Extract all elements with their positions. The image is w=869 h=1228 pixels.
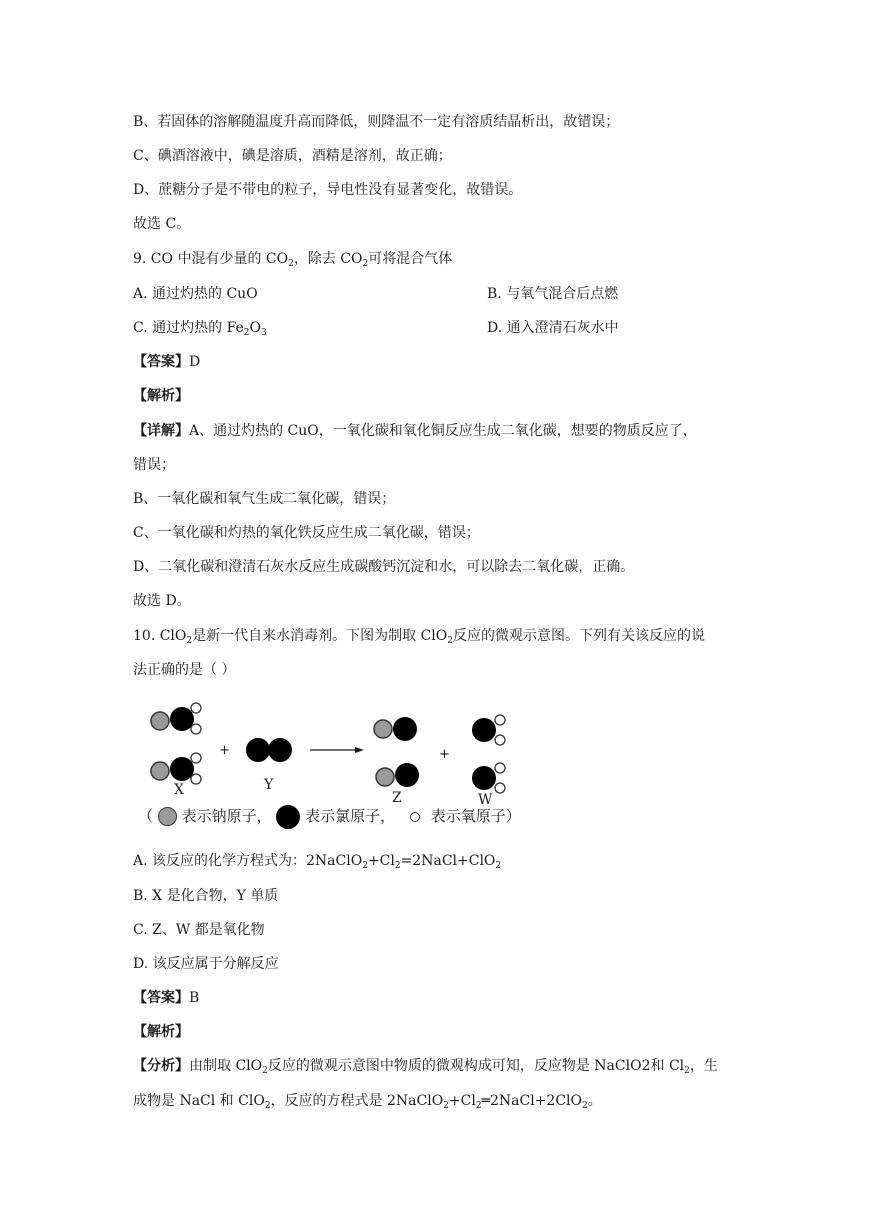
q10-analysis-line: 成物是 NaCl 和 ClO$_2$，反应的方程式是 $2NaClO_2+Cl_2═2NaCl+2ClO_2$。 [133,1093,602,1111]
q10-option-c: C. Z、W 都是氧化物 [133,922,265,938]
q10-analysis-tag: 【解析】 [133,1024,189,1040]
reaction-arrow [310,747,364,753]
molecule-y [246,738,292,762]
q10-option-a: A. 该反应的化学方程式为：$2NaClO_2+Cl_2=2NaCl+ClO_2$ [133,853,502,871]
legend-oxygen: 表示氧原子） [430,807,521,825]
molecule-z-bottom [376,763,419,787]
chlorine-atom-swatch [276,805,300,829]
plus-sign: + [219,743,230,758]
q10-option-d: D. 该反应属于分解反应 [133,956,279,972]
label-x: X [174,782,184,798]
question-10-stem: 10. ClO$_2$是新一代自来水消毒剂。下图为制取 ClO$_2$反应的微观示意图。下列有关该反应的说 [133,628,705,646]
q9-option-b: B. 与氧气混合后点燃 [487,286,619,302]
q9-detail-line: B、一氧化碳和氧气生成二氧化碳，错误； [133,491,396,507]
molecule-w-bottom [472,763,505,793]
oxygen-atom-swatch [410,812,420,822]
q9-option-c: C. 通过灼热的 $Fe_2O_3$ [133,320,267,338]
label-y: Y [264,777,274,793]
plus-sign: + [439,747,450,762]
label-w: W [478,792,493,808]
q9-answer: 【答案】D [133,354,201,370]
q9-detail-line: C、一氧化碳和灼热的氧化铁反应生成二氧化碳，错误； [133,525,480,541]
text-line: 故选 C。 [133,216,191,232]
q9-detail-line: D、二氧化碳和澄清石灰水反应生成碳酸钙沉淀和水，可以除去二氧化碳，正确。 [133,559,635,575]
q10-answer: 【答案】B [133,990,200,1006]
question-10-stem: 法正确的是（ ） [133,662,236,678]
molecule-x-bottom [151,753,201,784]
diagram-legend [138,803,521,829]
q9-option-a: A. 通过灼热的 CuO [133,286,258,302]
q10-option-b: B. X 是化合物，Y 单质 [133,888,279,904]
q9-conclusion: 故选 D。 [133,593,191,609]
q10-analysis-line: 【分析】由制取 ClO$_2$反应的微观示意图中物质的微观构成可知，反应物是 NaClO2和 $Cl_2$，生 [133,1058,718,1076]
molecule-z-top [374,717,417,741]
label-z: Z [392,790,402,806]
molecule-w-top [472,715,505,745]
legend-sodium: 表示钠原子， [181,807,272,825]
question-9-stem: 9. CO 中混有少量的 $CO_2$，除去 $CO_2$可将混合气体 [133,251,453,269]
molecule-x-top [151,703,201,734]
q9-detail-line: 错误； [133,457,175,473]
legend-chlorine: 表示氯原子， [305,807,396,825]
q9-detail-line: 【详解】A、通过灼热的 CuO，一氧化碳和氧化铜反应生成二氧化碳，想要的物质反应了， [133,423,697,439]
q9-option-d: D. 通入澄清石灰水中 [487,320,619,336]
text-line: D、蔗糖分子是不带电的粒子，导电性没有显著变化，故错误。 [133,182,523,198]
sodium-atom-swatch [158,807,177,826]
legend-paren: （ [138,807,154,825]
text-line: B、若固体的溶解随温度升高而降低，则降温不一定有溶质结晶析出，故错误； [133,114,620,130]
text-line: C、碘酒溶液中，碘是溶质，酒精是溶剂，故正确； [133,148,452,164]
q9-analysis-tag: 【解析】 [133,388,189,404]
